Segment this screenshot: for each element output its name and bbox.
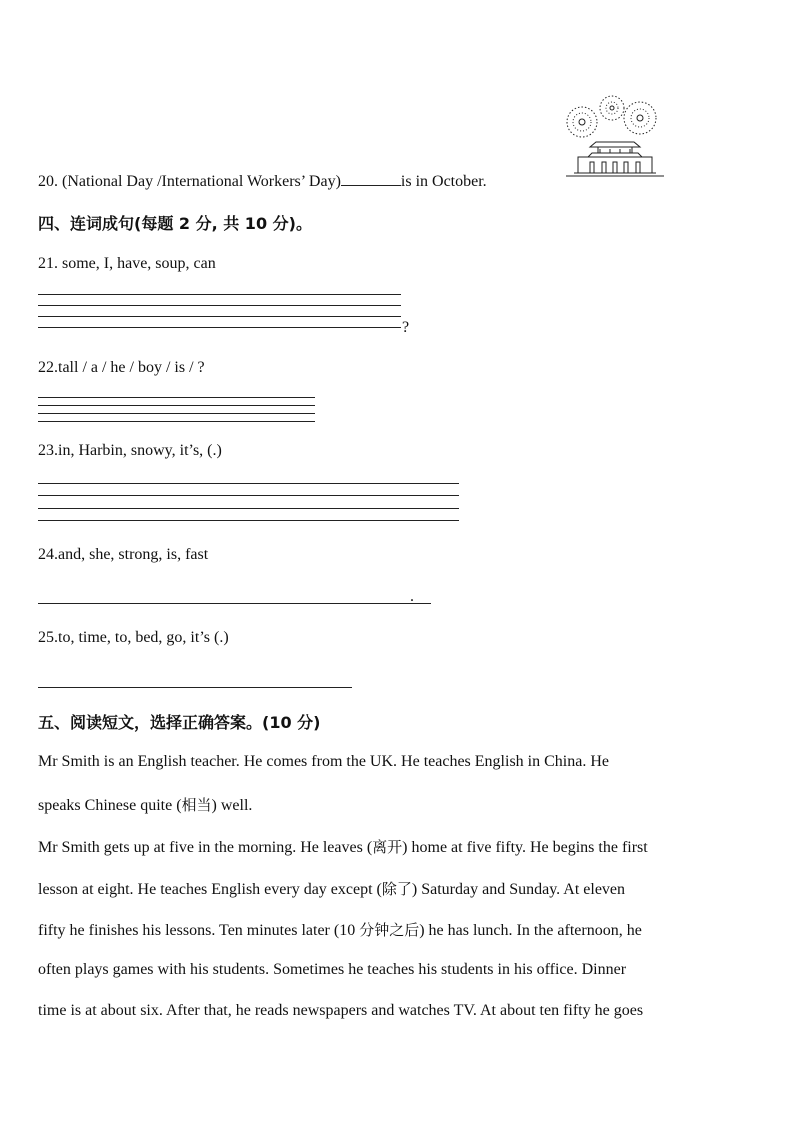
writing-line bbox=[38, 508, 459, 509]
writing-line bbox=[38, 421, 315, 422]
firework-icon bbox=[600, 96, 624, 120]
passage-line: Mr Smith gets up at five in the morning. He leaves (离开) home at five fifty. He begins the first bbox=[38, 838, 648, 856]
writing-line bbox=[38, 327, 401, 328]
tiananmen-gate-icon bbox=[566, 142, 664, 176]
writing-line bbox=[38, 413, 315, 414]
chinese-gloss: 分钟之后 bbox=[359, 921, 420, 939]
firework-icon bbox=[567, 107, 597, 137]
section-4-heading: 四、连词成句(每题 2 分, 共 10 分)。 bbox=[38, 214, 312, 233]
question-20 bbox=[38, 171, 487, 191]
writing-line bbox=[38, 294, 401, 295]
question-number: 20. bbox=[38, 173, 58, 190]
writing-line bbox=[38, 495, 459, 496]
question-25: 25.to, time, to, bed, go, it’s (.) bbox=[38, 629, 229, 646]
question-22: 22.tall / a / he / boy / is / ? bbox=[38, 359, 205, 376]
answer-line-25[interactable] bbox=[38, 687, 352, 688]
passage-line: Mr Smith is an English teacher. He comes from the UK. He teaches English in China. He bbox=[38, 753, 609, 770]
question-24: 24.and, she, strong, is, fast bbox=[38, 546, 209, 563]
passage-line: lesson at eight. He teaches English every day except (除了) Saturday and Sunday. At eleven bbox=[38, 880, 626, 898]
passage-line: time is at about six. After that, he reads newspapers and watches TV. At about ten fifty he goes bbox=[38, 1002, 644, 1019]
answer-line-24[interactable] bbox=[38, 603, 431, 604]
writing-line bbox=[38, 305, 401, 306]
question-21: 21. some, I, have, soup, can bbox=[38, 255, 216, 272]
question-suffix: is in October. bbox=[400, 173, 487, 190]
answer-blank[interactable] bbox=[341, 171, 401, 186]
chinese-gloss: 相当 bbox=[181, 796, 212, 814]
firework-icon bbox=[624, 102, 656, 134]
passage-line: fifty he finishes his lessons. Ten minutes later (10 分钟之后) he has lunch. In the afternoon, he bbox=[38, 921, 642, 939]
end-mark: . bbox=[410, 588, 414, 605]
writing-line bbox=[38, 316, 401, 317]
chinese-gloss: 除了 bbox=[381, 880, 412, 898]
writing-line bbox=[38, 405, 315, 406]
passage-line: often plays games with his students. Sometimes he teaches his students in his office. Dinner bbox=[38, 961, 627, 978]
tiananmen-fireworks-illustration bbox=[560, 92, 670, 180]
question-options: (National Day /International Workers’ Day) bbox=[62, 173, 341, 190]
question-23: 23.in, Harbin, snowy, it’s, (.) bbox=[38, 442, 222, 459]
end-mark: ? bbox=[402, 319, 410, 336]
chinese-gloss: 离开 bbox=[372, 838, 403, 856]
passage-line: speaks Chinese quite (相当) well. bbox=[38, 796, 253, 814]
writing-line bbox=[38, 483, 459, 484]
writing-line bbox=[38, 397, 315, 398]
writing-line bbox=[38, 520, 459, 521]
section-5-heading: 五、阅读短文，选择正确答案。(10 分) bbox=[38, 713, 321, 732]
